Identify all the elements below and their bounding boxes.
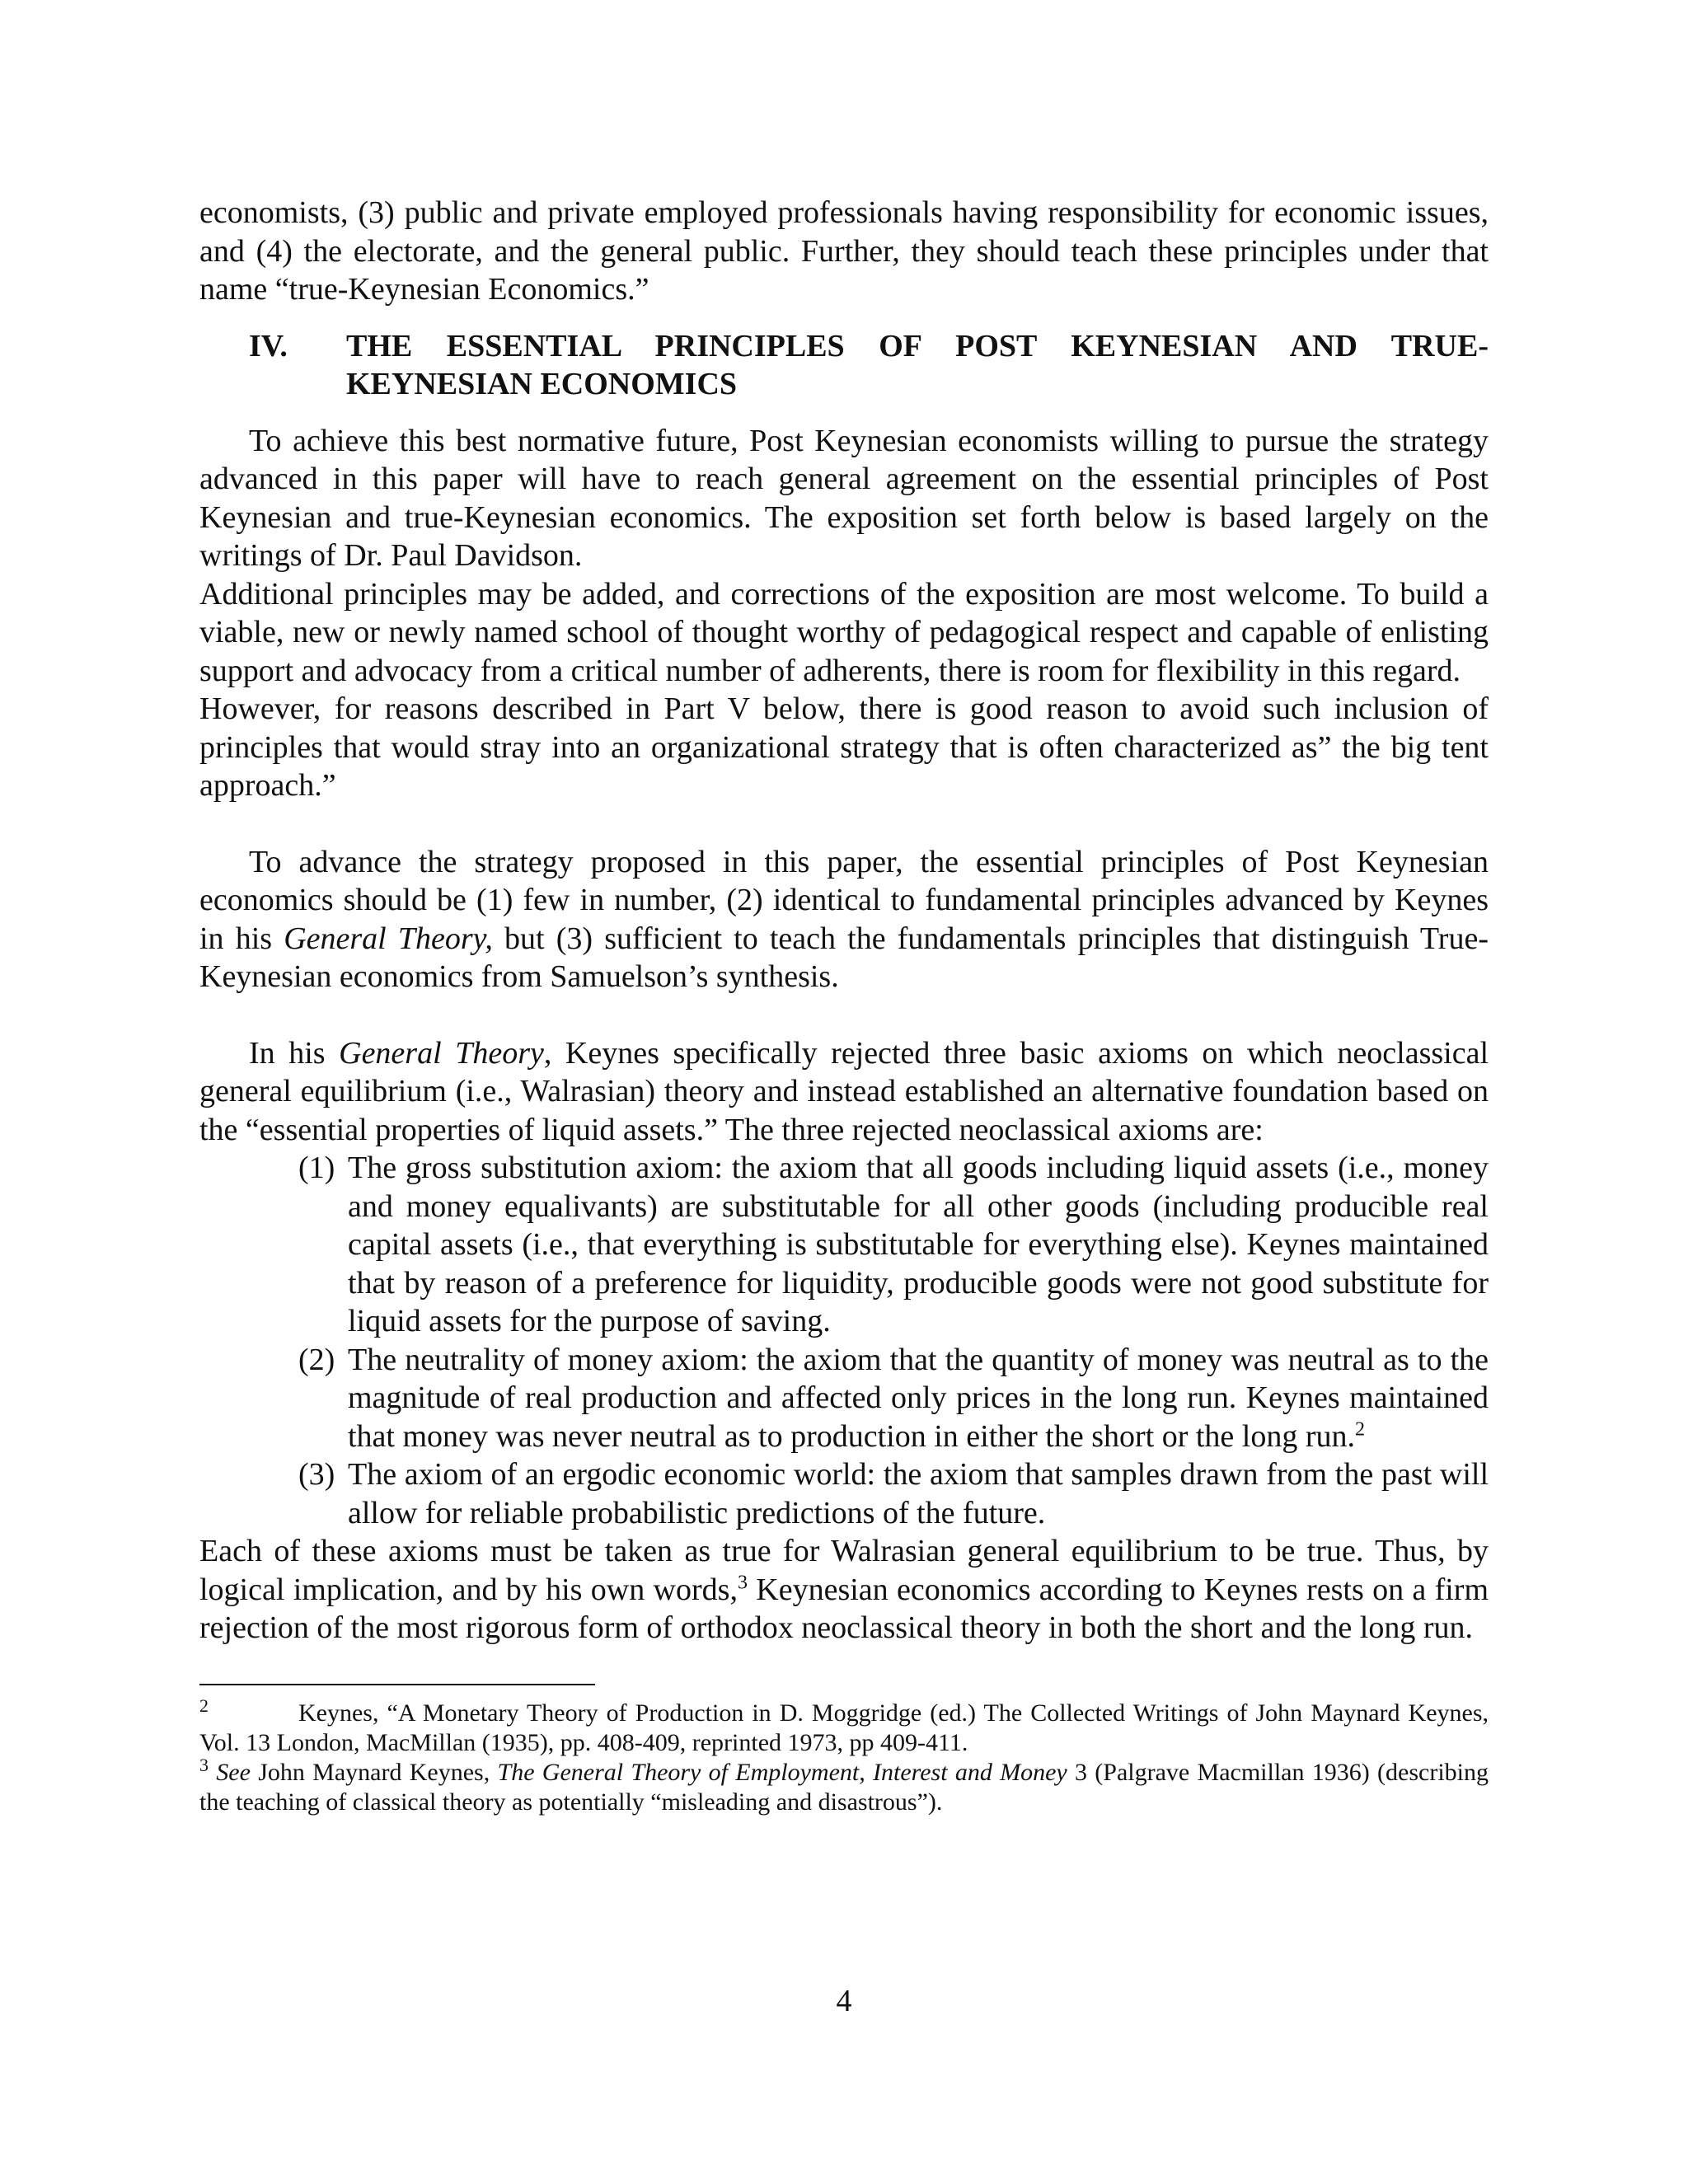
list-item <box>298 1341 1489 1456</box>
footnote-text-a: John Maynard Keynes, <box>250 1758 498 1786</box>
paragraph-conclusion <box>199 1532 1489 1647</box>
p6-text-a: Each of these axioms must be taken as true for Walrasian general equilibrium to be true. Thus, by logical implication, and by his own words, <box>199 1534 1489 1607</box>
list-marker: (3) <box>298 1457 335 1492</box>
paragraph-big-tent: However, for reasons described in Part V below, there is good reason to avoid such inclusion of principles that would stray into an organizational strategy that is often characterized as” the big tent approach.” <box>199 691 1489 803</box>
list-item-content <box>348 1341 1489 1456</box>
p4-text-b: but (3) sufficient to teach the fundamentals principles that distinguish True-Keynesian economics from Samuelson’s synthesis. <box>199 921 1489 994</box>
paragraph-strategy: To achieve this best normative future, Post Keynesian economists willing to pursue the strategy advanced in this paper will have to reach general agreement on the essential principles of Post Keynesian and true-Keynesian economics. The exposition set forth below is based largely on the writings of Dr. Paul Davidson. <box>199 423 1489 573</box>
footnote-reference[interactable]: 2 <box>1355 1418 1366 1440</box>
p5-italic-title: General Theory <box>339 1035 544 1071</box>
list-item-text: The axiom of an ergodic economic world: the axiom that samples drawn from the past will allow for reliable probabilistic predictions of the future. <box>348 1457 1489 1530</box>
footnote-see: See <box>216 1758 251 1786</box>
list-item <box>298 1149 1489 1341</box>
list-marker: (1) <box>298 1151 335 1185</box>
list-item-text: The neutrality of money axiom: the axiom that the quantity of money was neutral as to the magnitude of real production and affected only prices in the long run. Keynes maintained that money was never neutral as to production in either the short or the long run. <box>348 1342 1489 1454</box>
paragraph-gap <box>199 996 1489 1034</box>
p6-text-b: Keynesian economics according to Keynes rests on a firm rejection of the most rigorous form of orthodox neoclassical theory in both the short and the long run. <box>199 1572 1489 1645</box>
footnote-text: Keynes, “A Monetary Theory of Production in D. Moggridge (ed.) The Collected Writings of John Maynard Keynes, Vol. 13 London, MacMillan (1935), pp. 408-409, reprinted 1973, pp 409-411. <box>199 1699 1489 1756</box>
paragraph-additional-principles: Additional principles may be added, and corrections of the exposition are most welcome. To build a viable, new or newly named school of thought worthy of pedagogical respect and capable of enlisting support and advocacy from a critical number of adherents, there is room for flexibility in this regard. <box>199 576 1489 688</box>
intro-paragraph: economists, (3) public and private employed professionals having responsibility for economic issues, and (4) the electorate, and the general public. Further, they should teach these principles under that name “true-Keynesian Economics.” <box>199 195 1489 307</box>
footnotes <box>199 1694 1489 1817</box>
section-title-line-2: KEYNESIAN ECONOMICS <box>346 367 738 401</box>
section-number: IV. <box>249 328 288 363</box>
axiom-list <box>298 1149 1489 1532</box>
footnote-reference[interactable]: 3 <box>737 1571 748 1593</box>
footnote-italic-title: The General Theory of Employment, Interest and Money <box>497 1758 1067 1786</box>
paragraph-essential-principles <box>199 843 1489 996</box>
footnote-mark: 3 <box>199 1754 209 1775</box>
section-heading <box>249 327 1489 404</box>
footnote-2: 2 Keynes, “A Monetary Theory of Production in D. Moggridge (ed.) The Collected Writings of John Maynard Keynes, Vol. 13 London, MacMillan (1935), pp. 408-409, reprinted 1973, pp 409-411. <box>199 1694 1489 1756</box>
section-title-line-1: THE ESSENTIAL PRINCIPLES OF POST KEYNESIAN AND TRUE- <box>346 328 1489 363</box>
p4-text-a: To advance the strategy proposed in this paper, the essential principles of Post Keynesian economics should be (1) few in number, (2) identical to fundamental principles advanced by Keynes in his <box>199 844 1489 956</box>
list-item <box>298 1455 1489 1532</box>
paragraph-gap <box>199 805 1489 843</box>
footnote-text-b: 3 (Palgrave Macmillan 1936) (describing the teaching of classical theory as potentially “misleading and disastrous”). <box>199 1758 1489 1816</box>
p5-text-b: , Keynes specifically rejected three basic axioms on which neoclassical general equilibrium (i.e., Walrasian) theory and instead established an alternative foundation based on the “essential properties of liquid assets.” The three rejected neoclassical axioms are: <box>199 1035 1489 1147</box>
list-item-text: The gross substitution axiom: the axiom that all goods including liquid assets (i.e., money and money equalivants) are substitutable for all other goods (including producible real capital assets (i.e., that everything is substitutable for everything else). Keynes maintained that by reason of a preference for liquidity, producible goods were not good substitute for liquid assets for the purpose of saving. <box>348 1151 1489 1338</box>
footnote-3 <box>199 1754 1489 1817</box>
p5-text-a: In his <box>249 1035 340 1071</box>
p4-italic-title: General Theory, <box>284 921 493 956</box>
paragraph-rejected-axioms <box>199 1034 1489 1150</box>
page-number: 4 <box>836 1984 852 2018</box>
section-title <box>346 327 1489 404</box>
list-marker: (2) <box>298 1342 335 1377</box>
footnote-separator <box>199 1684 595 1685</box>
